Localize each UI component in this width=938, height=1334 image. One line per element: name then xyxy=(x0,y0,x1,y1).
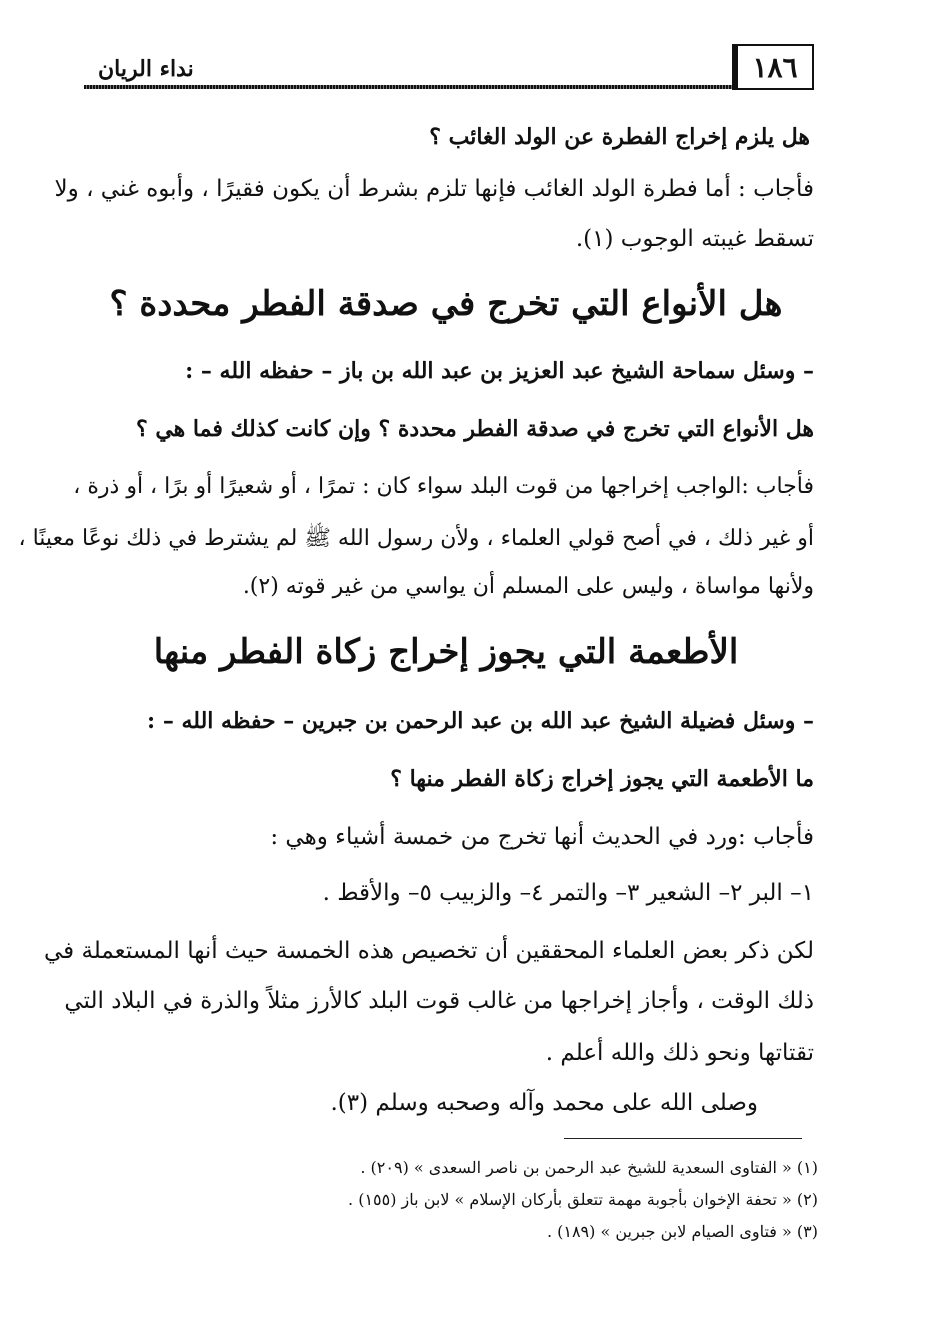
section-heading: الأطعمة التي يجوز إخراج زكاة الفطر منها xyxy=(153,632,739,672)
body-line: تقتاتها ونحو ذلك والله أعلم . xyxy=(545,1040,814,1066)
footnote: (٣) « فتاوى الصيام لابن جبرين » (١٨٩) . xyxy=(546,1222,818,1241)
header-divider xyxy=(84,85,734,89)
body-line: لكن ذكر بعض العلماء المحققين أن تخصيص هذه الخمسة حيث أنها المستعملة في xyxy=(43,938,814,964)
body-line: ولأنها مواساة ، وليس على المسلم أن يواسي من غير قوته (٢). xyxy=(242,574,814,599)
body-line: فأجاب :ورد في الحديث أنها تخرج من خمسة أشياء وهي : xyxy=(270,824,814,850)
book-title: نداء الريان xyxy=(98,56,194,82)
page-header xyxy=(84,40,814,92)
question-text: ما الأطعمة التي يجوز إخراج زكاة الفطر منها ؟ xyxy=(390,766,814,792)
body-line: ذلك الوقت ، وأجاز إخراجها من غالب قوت البلد كالأرز مثلاً والذرة في البلاد التي xyxy=(64,988,814,1014)
question-intro: – وسئل فضيلة الشيخ عبد الله بن عبد الرحمن بن جبرين – حفظه الله – : xyxy=(147,708,814,734)
footnote-divider xyxy=(564,1138,802,1139)
page-number: ١٨٦ xyxy=(732,44,814,90)
body-line: فأجاب : أما فطرة الولد الغائب فإنها تلزم بشرط أن يكون فقيرًا ، وأبوه غني ، ولا xyxy=(54,176,814,202)
question-text: هل الأنواع التي تخرج في صدقة الفطر محددة ؟ وإن كانت كذلك فما هي ؟ xyxy=(135,416,814,442)
footnote: (١) « الفتاوى السعدية للشيخ عبد الرحمن بن ناصر السعدى » (٢٠٩) . xyxy=(360,1158,818,1177)
body-line: أو غير ذلك ، في أصح قولي العلماء ، ولأن رسول الله ﷺ لم يشترط في ذلك نوعًا معينًا ، xyxy=(18,526,814,551)
footnote: (٢) « تحفة الإخوان بأجوبة مهمة تتعلق بأركان الإسلام » لابن باز (١٥٥) . xyxy=(348,1190,818,1209)
question-text: هل يلزم إخراج الفطرة عن الولد الغائب ؟ xyxy=(429,124,810,150)
body-line: ١– البر ٢– الشعير ٣– والتمر ٤– والزبيب ٥– والأقط . xyxy=(322,880,814,906)
closing-line: وصلى الله على محمد وآله وصحبه وسلم (٣). xyxy=(330,1090,758,1116)
section-heading: هل الأنواع التي تخرج في صدقة الفطر محددة ؟ xyxy=(109,284,783,324)
body-line: تسقط غيبته الوجوب (١). xyxy=(575,226,814,252)
body-line: فأجاب :الواجب إخراجها من قوت البلد سواء كان : تمرًا ، أو شعيرًا أو برًا ، أو ذرة ، xyxy=(73,474,814,499)
question-intro: – وسئل سماحة الشيخ عبد العزيز بن عبد الله بن باز – حفظه الله – : xyxy=(185,358,814,384)
